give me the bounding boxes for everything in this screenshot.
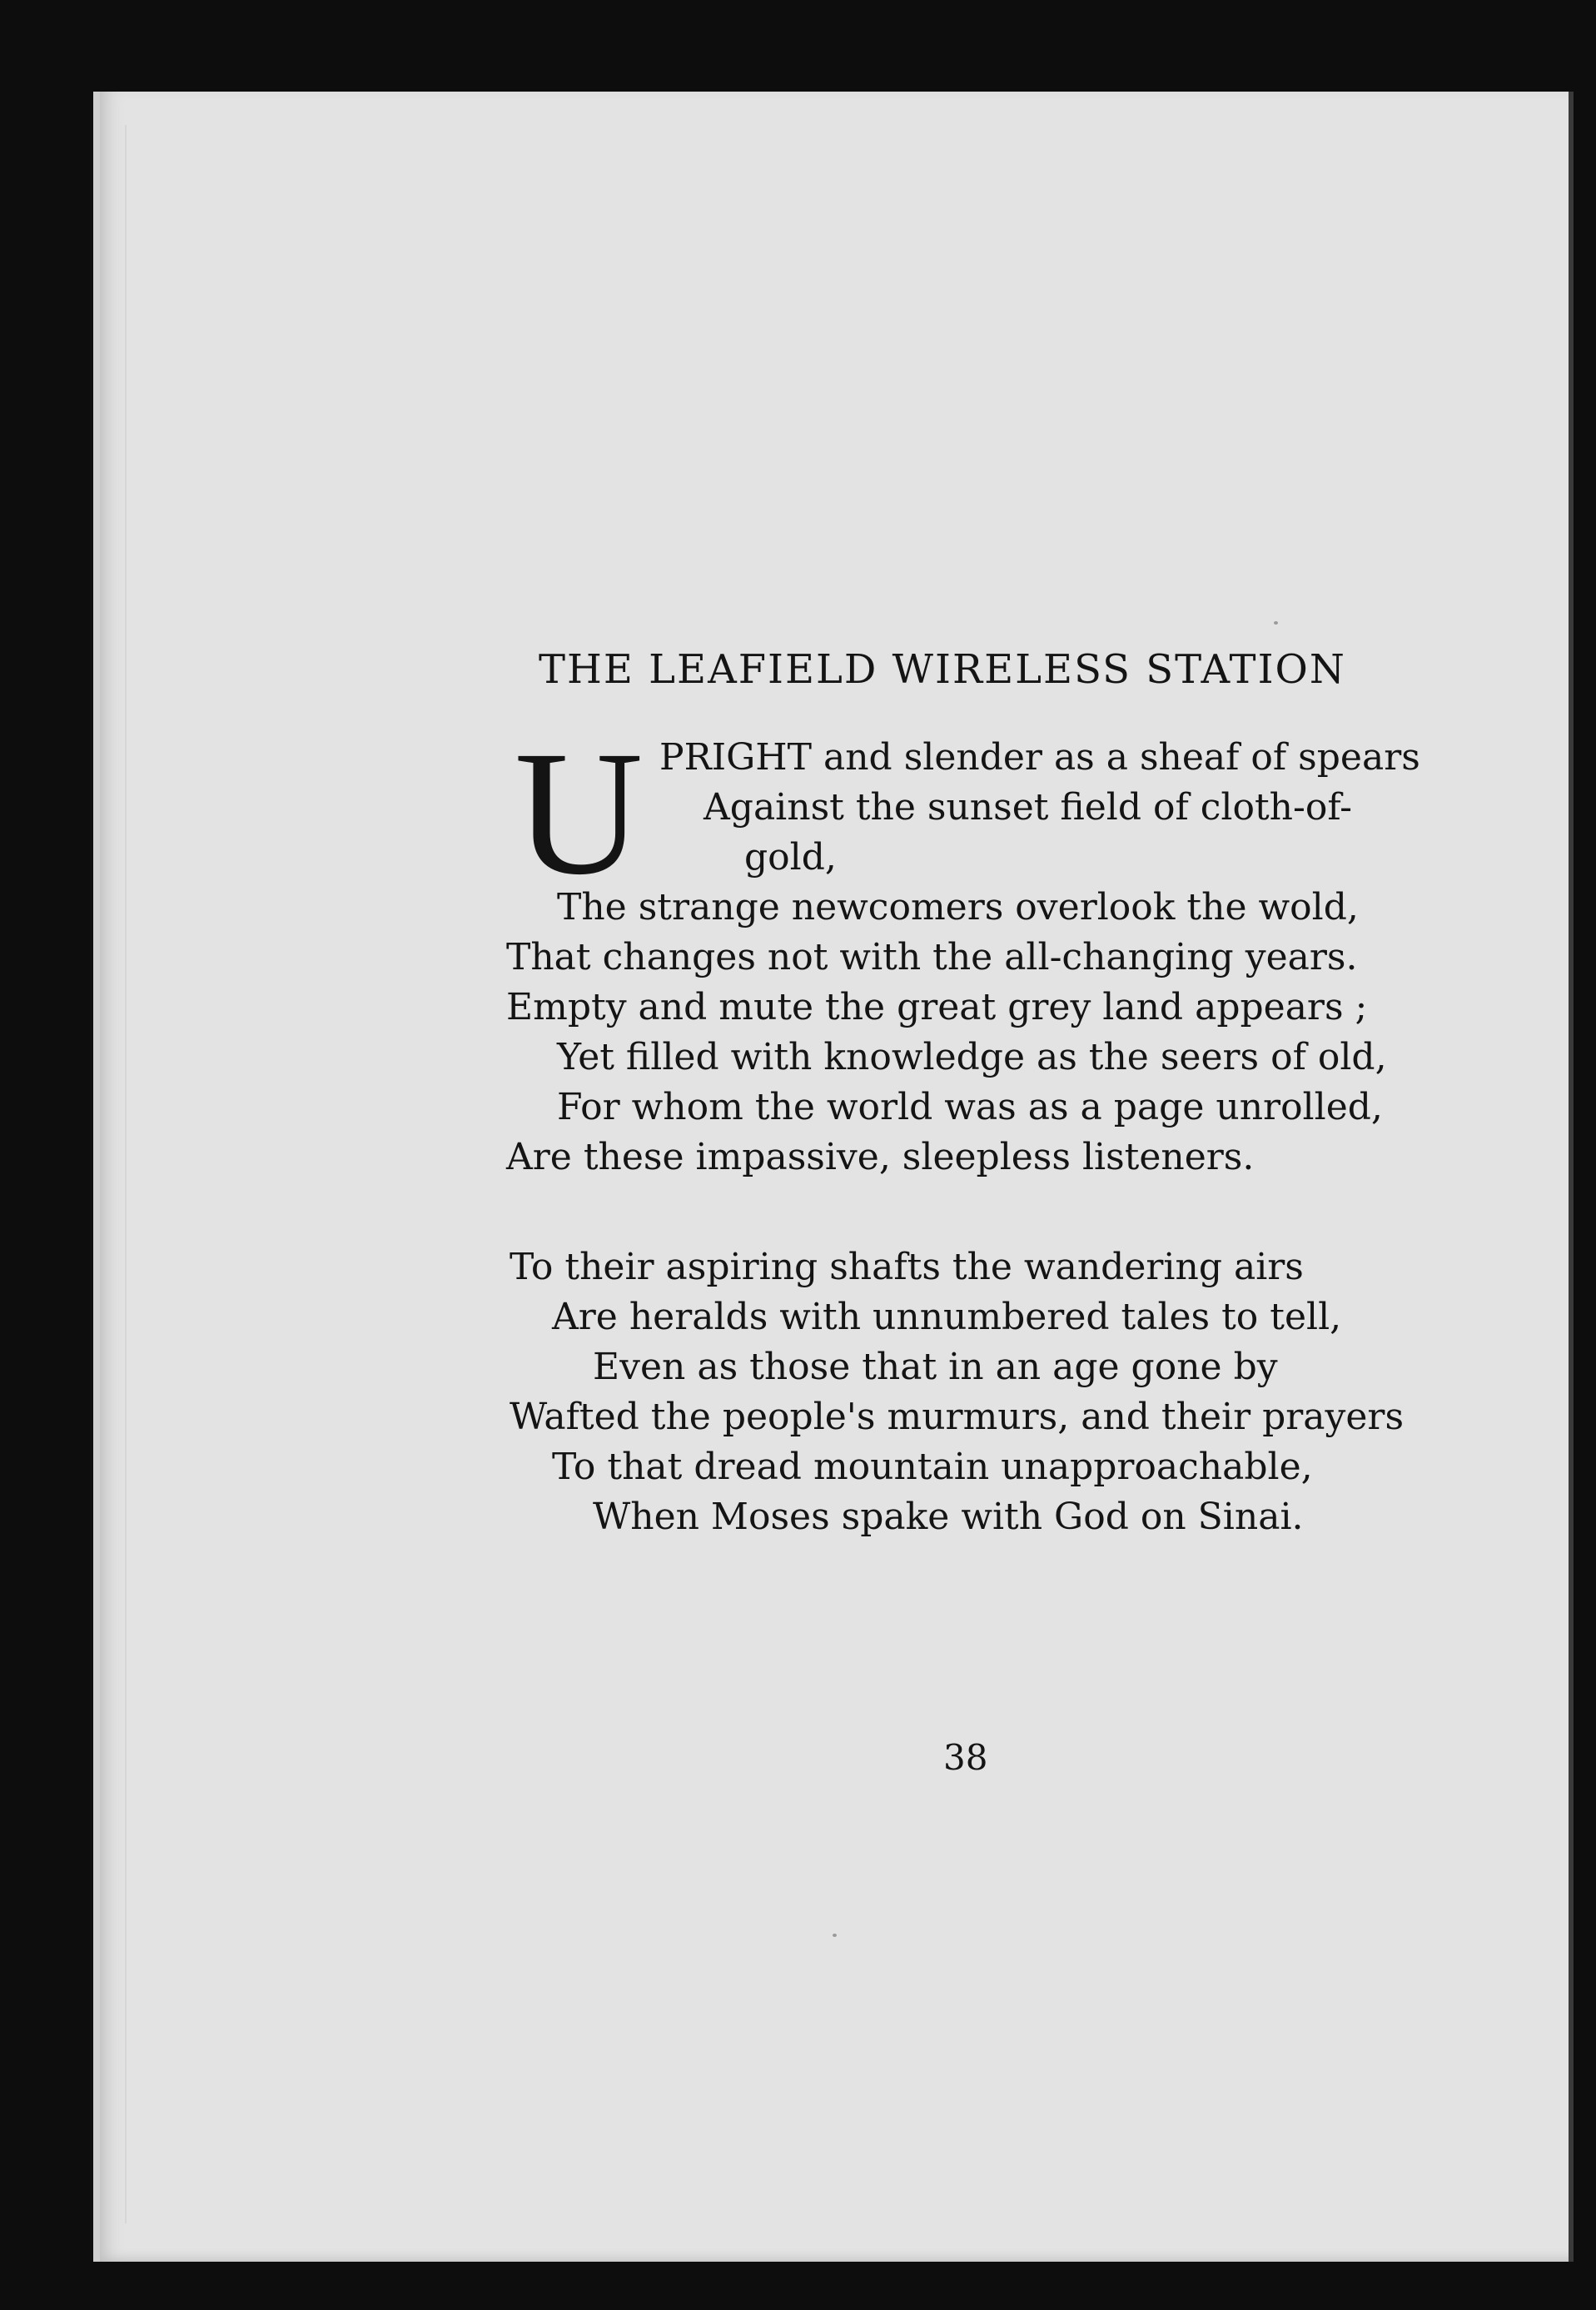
- stanza1-line-5: That changes not with the all-changing years.: [506, 936, 1358, 978]
- poem-title: THE LEAFIELD WIRELESS STATION: [539, 646, 1346, 693]
- poem: [100, 92, 1574, 2262]
- stanza1-line-9: Are these impassive, sleepless listeners.: [506, 1136, 1255, 1178]
- book-page: [93, 92, 1574, 2262]
- stanza2-line-2: Are heralds with unnumbered tales to tell,: [552, 1296, 1342, 1338]
- stanza2-line-1: To their aspiring shafts the wandering airs: [510, 1246, 1304, 1288]
- page-number: 38: [943, 1737, 988, 1778]
- stanza1-line-4: The strange newcomers overlook the wold,: [557, 886, 1359, 928]
- stanza1-line-6: Empty and mute the great grey land appears ;: [506, 986, 1368, 1028]
- stanza2-line-3: Even as those that in an age gone by: [593, 1346, 1278, 1388]
- stanza1-line-1: PRIGHT and slender as a sheaf of spears: [659, 736, 1420, 779]
- stanza1-line-3: gold,: [744, 836, 837, 879]
- stanza2-line-5: To that dread mountain unapproachable,: [552, 1446, 1313, 1488]
- drop-cap: U: [515, 714, 644, 912]
- stanza2-line-4: Wafted the people's murmurs, and their prayers: [510, 1396, 1405, 1438]
- stanza1-line-7: Yet filled with knowledge as the seers of old,: [557, 1036, 1387, 1078]
- stanza2-line-6: When Moses spake with God on Sinai.: [593, 1496, 1304, 1538]
- stanza1-line-2: Against the sunset field of cloth-of-: [704, 786, 1352, 829]
- stanza1-line-8: For whom the world was as a page unrolled,: [557, 1086, 1383, 1128]
